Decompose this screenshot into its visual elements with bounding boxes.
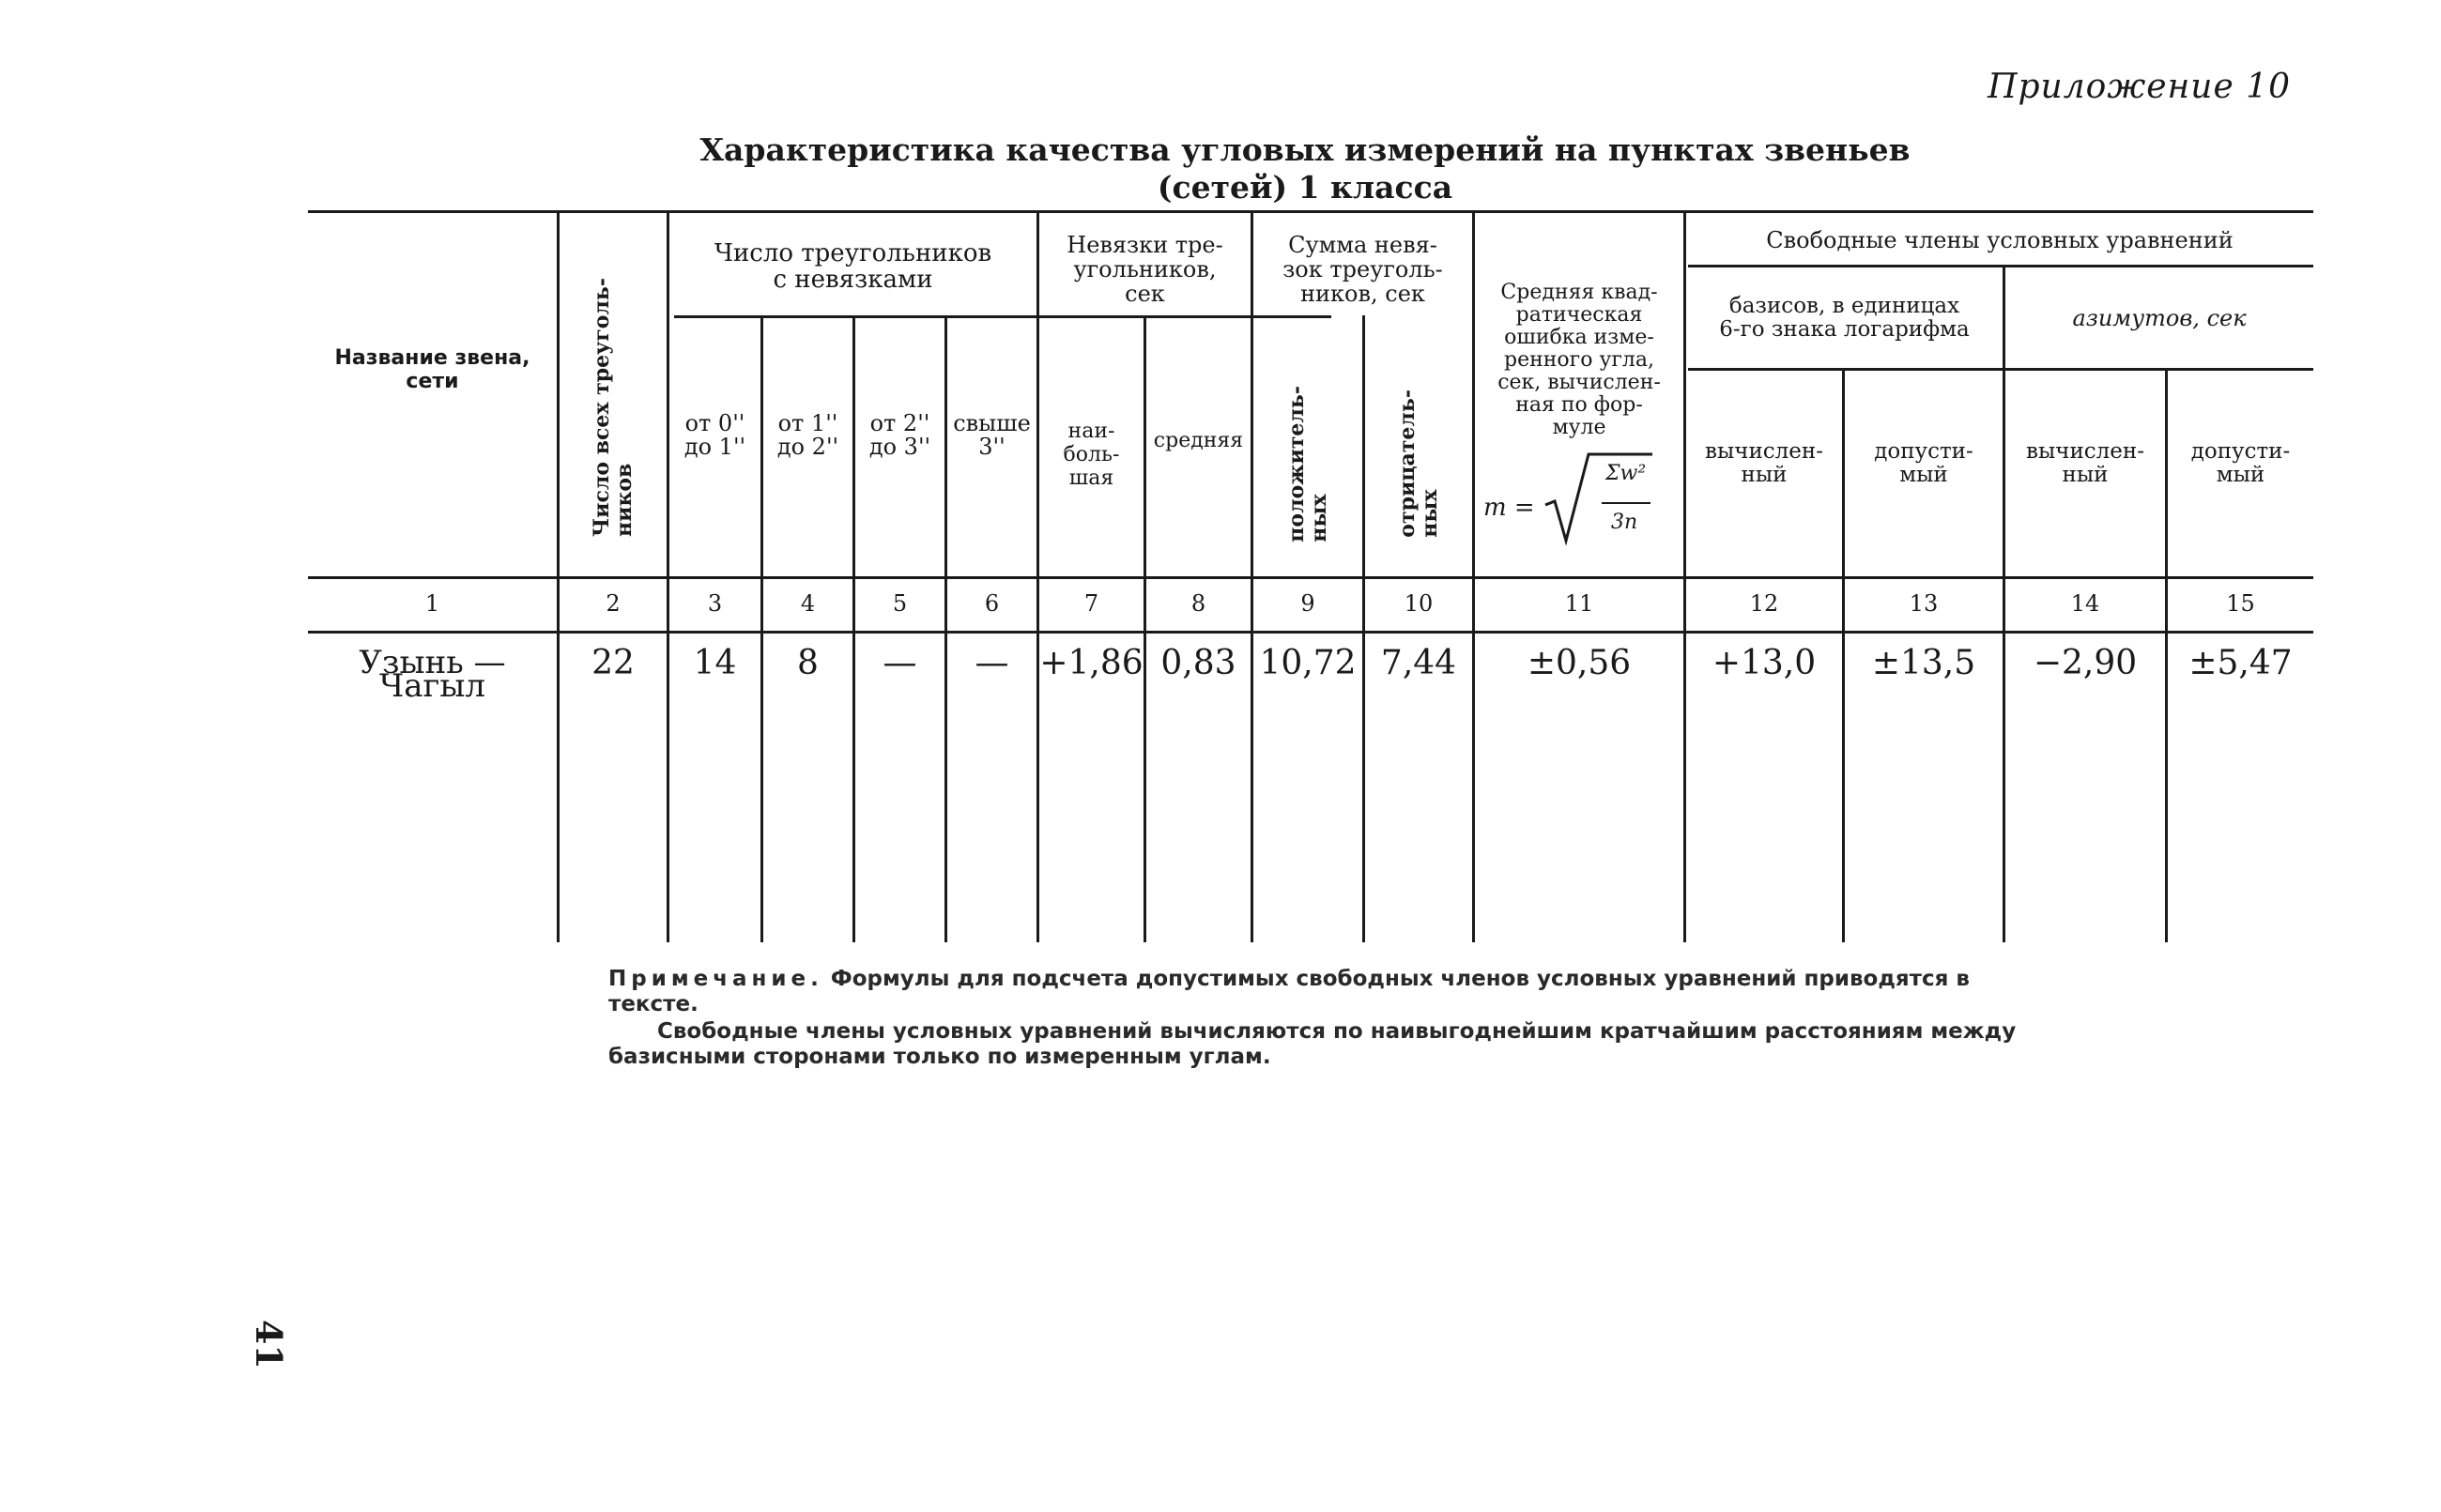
rule-colnum-bottom <box>308 631 2313 634</box>
column-number: 7 <box>1083 589 1099 617</box>
row-mean: 0,83 <box>1160 644 1236 682</box>
header-bases: базисов, в единицах 6-го знака логарифма <box>1719 294 1970 342</box>
header-tri-2-3: от 2'' до 3'' <box>868 410 931 460</box>
row-rms: ±0,56 <box>1527 644 1632 682</box>
header-free-terms-group: Свободные члены условных уравнений <box>1766 226 2234 253</box>
column-number: 12 <box>1749 589 1779 617</box>
table-note <box>608 967 2017 1070</box>
formula-denominator: 3n <box>1611 511 1638 534</box>
column-number: 2 <box>606 589 621 617</box>
column-number: 6 <box>984 589 1000 617</box>
rule-top <box>308 210 2313 213</box>
note-paragraph-1 <box>608 967 2017 1017</box>
header-rms: Средняя квад- ратическая ошибка изме- ренного угла, сек, вычислен- ная по фор- муле <box>1497 281 1661 439</box>
header-largest: наи- боль- шая <box>1063 419 1120 490</box>
column-number: 9 <box>1300 589 1315 617</box>
formula-numerator: Σw² <box>1605 462 1647 485</box>
row-largest: +1,86 <box>1039 644 1144 682</box>
header-computed-bases: вычислен- ный <box>1705 439 1823 487</box>
formula-lhs: m = <box>1483 494 1535 522</box>
column-number: 11 <box>1564 589 1594 617</box>
col-divider-8 <box>1251 210 1253 942</box>
header-positive-text: положитель- ных <box>1284 385 1331 542</box>
row-tri-1-2: 8 <box>797 644 819 682</box>
header-positive <box>1253 360 1362 567</box>
row-tri-0-1: 14 <box>693 644 737 682</box>
row-name: Узынь — Чагыл <box>359 644 506 705</box>
header-allowed-bases: допусти- мый <box>1874 439 1973 487</box>
header-mean: средняя <box>1153 428 1244 452</box>
note-paragraph-2: Свободные члены условных уравнений вычисляются по наивыгоднейшим кратчайшим расстояниям между базисными сторонами только по измеренным углам. <box>608 1019 2017 1069</box>
header-tri-over3: свыше 3'' <box>953 410 1031 460</box>
row-tri-over3: — <box>975 644 1009 682</box>
table-title-line-1: Характеристика качества угловых измерений на пунктах звеньев <box>699 131 1911 168</box>
header-tri-0-1: от 0'' до 1'' <box>683 410 746 460</box>
row-positive: 10,72 <box>1259 644 1357 682</box>
table-title <box>657 131 1953 206</box>
column-number: 3 <box>707 589 723 617</box>
header-negative <box>1365 360 1472 567</box>
header-name: Название звена, сети <box>334 346 530 393</box>
appendix-label: Приложение 10 <box>1988 68 2291 106</box>
column-number: 8 <box>1190 589 1206 617</box>
note-text-1: Формулы для подсчета допустимых свободных членов условных уравнений приводятся в тексте. <box>608 967 1970 1016</box>
rule-group-sub <box>674 315 1331 318</box>
column-number: 13 <box>1909 589 1939 617</box>
rms-formula <box>1483 445 1681 557</box>
rule-free-terms <box>1688 265 2313 267</box>
header-triangles-group: Число треугольников с невязками <box>714 239 992 294</box>
row-total: 22 <box>591 644 635 682</box>
row-negative: 7,44 <box>1380 644 1457 682</box>
header-sum-group: Сумма невя- зок треуголь- ников, сек <box>1282 232 1443 307</box>
row-tri-2-3: — <box>883 644 917 682</box>
rule-bases-azimuth <box>1688 368 2313 371</box>
col-divider-6 <box>1036 210 1039 942</box>
row-allowed-azimuths: ±5,47 <box>2188 644 2293 682</box>
note-lead: Примечание. <box>608 967 823 991</box>
header-total <box>560 248 667 567</box>
header-allowed-azimuths: допусти- мый <box>2190 439 2291 487</box>
row-allowed-bases: ±13,5 <box>1871 644 1976 682</box>
column-number: 1 <box>424 589 440 617</box>
column-number: 10 <box>1404 589 1434 617</box>
column-number: 5 <box>892 589 908 617</box>
header-computed-azimuths: вычислен- ный <box>2026 439 2144 487</box>
column-number: 4 <box>800 589 816 617</box>
quality-table <box>308 210 2313 942</box>
header-azimuths: азимутов, сек <box>2072 304 2247 331</box>
row-computed-azimuths: −2,90 <box>2033 644 2138 682</box>
header-tri-1-2: от 1'' до 2'' <box>776 410 839 460</box>
table-title-line-2: (сетей) 1 класса <box>1157 169 1453 206</box>
column-number: 14 <box>2070 589 2100 617</box>
column-number: 15 <box>2226 589 2255 617</box>
row-computed-bases: +13,0 <box>1712 644 1817 682</box>
col-divider-2 <box>667 210 669 942</box>
header-negative-text: отрицатель- ных <box>1395 389 1442 538</box>
header-total-text: Число всех треуголь- ников <box>590 278 637 537</box>
header-misclosure-group: Невязки тре- угольников, сек <box>1067 232 1223 307</box>
page-number: 41 <box>247 1320 290 1369</box>
